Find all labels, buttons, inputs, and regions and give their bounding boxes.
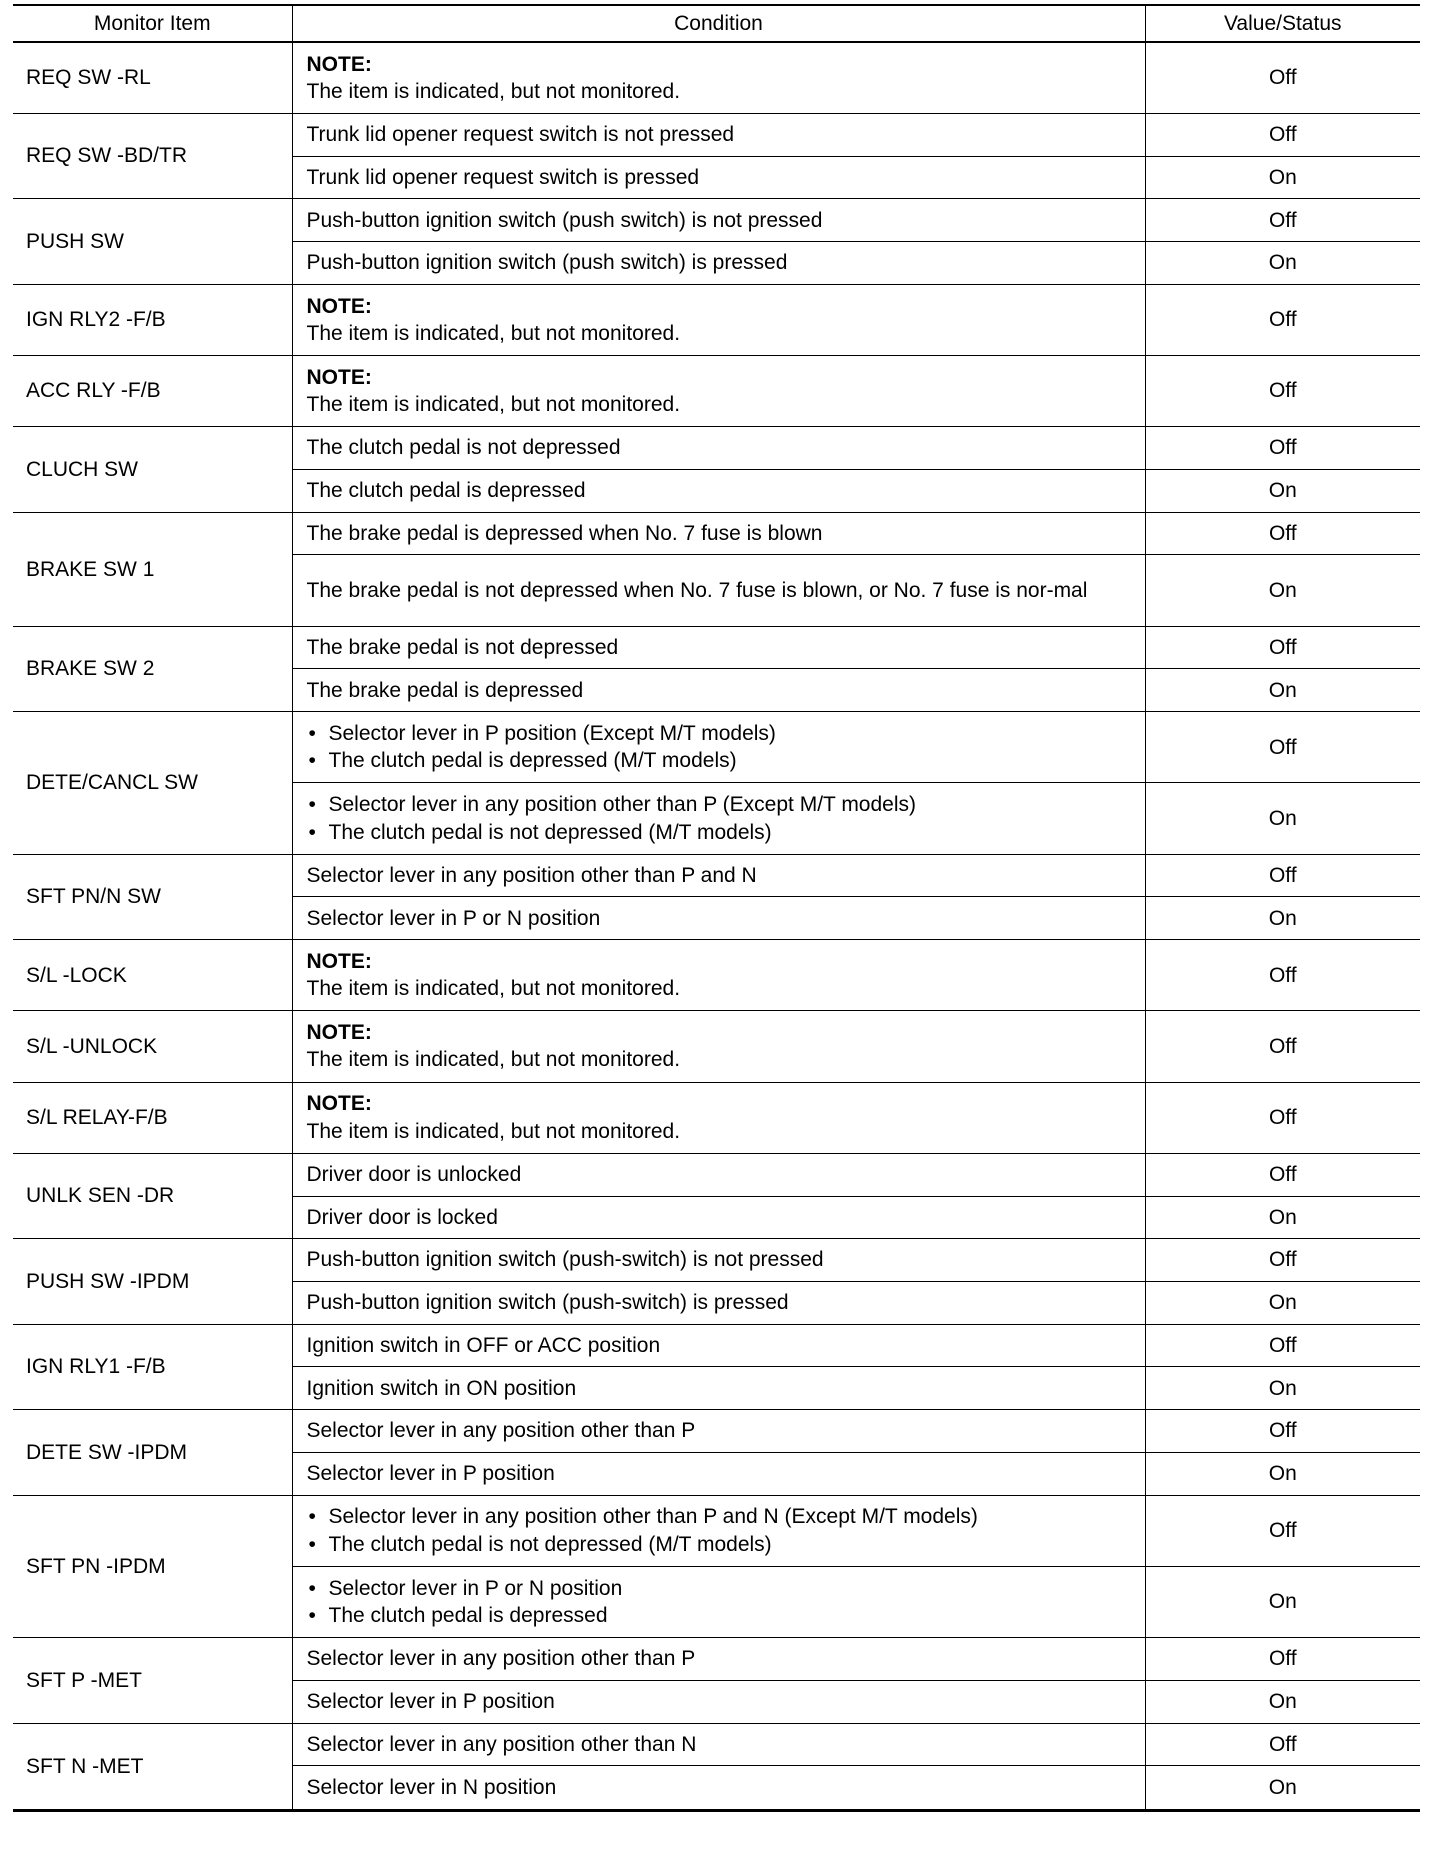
bullet-item: • The clutch pedal is not depressed (M/T models) [307, 1531, 1131, 1558]
header-monitor-item: Monitor Item [13, 6, 292, 42]
table-row [13, 1495, 1420, 1566]
value-status-cell: On [1145, 1766, 1420, 1809]
condition-cell [292, 1566, 1145, 1637]
condition-cell [292, 356, 1145, 427]
value-status-cell: On [1145, 1452, 1420, 1495]
note-text: The item is indicated, but not monitored. [306, 1048, 681, 1072]
table-row [13, 1324, 1420, 1367]
header-condition: Condition [292, 6, 1145, 42]
bullet-item: • Selector lever in any position other than P (Except M/T models) [307, 791, 1131, 818]
value-status-cell: Off [1145, 940, 1420, 1011]
value-status-cell: Off [1145, 284, 1420, 355]
monitor-item-cell: DETE/CANCL SW [13, 712, 292, 854]
value-status-cell: On [1145, 555, 1420, 626]
condition-cell: Trunk lid opener request switch is not pressed [292, 113, 1145, 156]
header-row [13, 6, 1420, 42]
condition-cell: Selector lever in P position [292, 1680, 1145, 1723]
table-row [13, 1153, 1420, 1196]
condition-cell [292, 1082, 1145, 1153]
condition-cell: Driver door is locked [292, 1196, 1145, 1239]
condition-cell: Push-button ignition switch (push-switch) is pressed [292, 1282, 1145, 1325]
value-status-cell: Off [1145, 1410, 1420, 1453]
table-row [13, 199, 1420, 242]
note-label: NOTE: [306, 52, 372, 76]
bullet-item: • The clutch pedal is not depressed (M/T models) [307, 819, 1131, 846]
value-status-cell: Off [1145, 1082, 1420, 1153]
condition-cell: Selector lever in P or N position [292, 897, 1145, 940]
condition-cell: The clutch pedal is depressed [292, 469, 1145, 512]
note-text: The item is indicated, but not monitored. [306, 393, 681, 417]
condition-cell: Push-button ignition switch (push switch) is not pressed [292, 199, 1145, 242]
bullet-item: • The clutch pedal is depressed (M/T models) [307, 747, 1131, 774]
value-status-cell: Off [1145, 1324, 1420, 1367]
value-status-cell: Off [1145, 854, 1420, 897]
table-row [13, 284, 1420, 355]
monitor-item-cell: IGN RLY2 -F/B [13, 284, 292, 355]
note-label: NOTE: [306, 949, 372, 973]
value-status-cell: On [1145, 1367, 1420, 1410]
value-status-cell: On [1145, 242, 1420, 285]
monitor-item-cell: REQ SW -RL [13, 42, 292, 113]
monitor-item-cell: PUSH SW -IPDM [13, 1239, 292, 1324]
note-text: The item is indicated, but not monitored. [306, 977, 681, 1001]
monitor-item-cell: SFT P -MET [13, 1638, 292, 1723]
table-row [13, 1011, 1420, 1082]
condition-cell [292, 284, 1145, 355]
condition-cell: Selector lever in any position other than P [292, 1410, 1145, 1453]
value-status-cell: Off [1145, 1153, 1420, 1196]
monitor-item-cell: SFT PN -IPDM [13, 1495, 292, 1637]
value-status-cell: Off [1145, 199, 1420, 242]
note-label: NOTE: [306, 1021, 372, 1045]
condition-cell: Ignition switch in ON position [292, 1367, 1145, 1410]
value-status-cell: On [1145, 1566, 1420, 1637]
value-status-cell: Off [1145, 427, 1420, 470]
note-text: The item is indicated, but not monitored. [306, 1119, 681, 1143]
condition-cell [292, 783, 1145, 854]
table-row [13, 427, 1420, 470]
monitor-item-cell: ACC RLY -F/B [13, 356, 292, 427]
value-status-cell: Off [1145, 512, 1420, 555]
value-status-cell: On [1145, 469, 1420, 512]
condition-cell [292, 940, 1145, 1011]
condition-cell: Selector lever in any position other than P and N [292, 854, 1145, 897]
value-status-cell: Off [1145, 1723, 1420, 1766]
table-row [13, 1410, 1420, 1453]
value-status-cell: Off [1145, 712, 1420, 783]
monitor-item-cell: S/L -LOCK [13, 940, 292, 1011]
bullet-item: • Selector lever in P or N position [307, 1575, 1131, 1602]
note-label: NOTE: [306, 365, 372, 389]
value-status-cell: Off [1145, 113, 1420, 156]
monitor-item-cell: DETE SW -IPDM [13, 1410, 292, 1495]
monitor-item-cell: REQ SW -BD/TR [13, 113, 292, 198]
value-status-cell: On [1145, 669, 1420, 712]
note-label: NOTE: [306, 1092, 372, 1116]
value-status-cell: Off [1145, 1011, 1420, 1082]
monitor-item-cell: CLUCH SW [13, 427, 292, 512]
header-value-status: Value/Status [1145, 6, 1420, 42]
condition-cell: The brake pedal is depressed [292, 669, 1145, 712]
value-status-cell: Off [1145, 42, 1420, 113]
table-row [13, 626, 1420, 669]
table-row [13, 854, 1420, 897]
table-row [13, 1239, 1420, 1282]
table-row [13, 113, 1420, 156]
note-text: The item is indicated, but not monitored. [306, 79, 681, 103]
monitor-item-cell: SFT N -MET [13, 1723, 292, 1809]
condition-cell: The brake pedal is not depressed [292, 626, 1145, 669]
condition-cell: The brake pedal is depressed when No. 7 fuse is blown [292, 512, 1145, 555]
note-text: The item is indicated, but not monitored. [306, 321, 681, 345]
value-status-cell: Off [1145, 1239, 1420, 1282]
table-row [13, 712, 1420, 783]
table-row [13, 356, 1420, 427]
condition-cell [292, 42, 1145, 113]
value-status-cell: On [1145, 1680, 1420, 1723]
monitor-item-cell: IGN RLY1 -F/B [13, 1324, 292, 1409]
condition-cell: Selector lever in any position other than N [292, 1723, 1145, 1766]
condition-cell: Push-button ignition switch (push switch) is pressed [292, 242, 1145, 285]
table-row [13, 42, 1420, 113]
monitor-item-table [13, 6, 1420, 1809]
value-status-cell: Off [1145, 626, 1420, 669]
monitor-item-cell: UNLK SEN -DR [13, 1153, 292, 1238]
condition-cell: Selector lever in N position [292, 1766, 1145, 1809]
monitor-item-cell: PUSH SW [13, 199, 292, 284]
monitor-item-cell: BRAKE SW 1 [13, 512, 292, 626]
condition-cell [292, 1011, 1145, 1082]
condition-cell: Ignition switch in OFF or ACC position [292, 1324, 1145, 1367]
value-status-cell: On [1145, 1282, 1420, 1325]
table-row [13, 940, 1420, 1011]
monitor-item-cell: BRAKE SW 2 [13, 626, 292, 711]
value-status-cell: Off [1145, 356, 1420, 427]
value-status-cell: Off [1145, 1638, 1420, 1681]
table-body [13, 42, 1420, 1809]
table-row [13, 512, 1420, 555]
condition-cell: Driver door is unlocked [292, 1153, 1145, 1196]
value-status-cell: Off [1145, 1495, 1420, 1566]
value-status-cell: On [1145, 1196, 1420, 1239]
condition-cell [292, 712, 1145, 783]
monitor-item-cell: S/L RELAY-F/B [13, 1082, 292, 1153]
condition-cell: Trunk lid opener request switch is pressed [292, 156, 1145, 199]
condition-cell [292, 1495, 1145, 1566]
bullet-item: • Selector lever in P position (Except M/T models) [307, 720, 1131, 747]
table-row [13, 1638, 1420, 1681]
monitor-item-cell: S/L -UNLOCK [13, 1011, 292, 1082]
monitor-item-cell: SFT PN/N SW [13, 854, 292, 939]
condition-cell: The brake pedal is not depressed when No. 7 fuse is blown, or No. 7 fuse is nor-mal [292, 555, 1145, 626]
bullet-item: • Selector lever in any position other than P and N (Except M/T models) [307, 1503, 1131, 1530]
condition-cell: Push-button ignition switch (push-switch) is not pressed [292, 1239, 1145, 1282]
value-status-cell: On [1145, 156, 1420, 199]
table-row [13, 1082, 1420, 1153]
value-status-cell: On [1145, 897, 1420, 940]
note-label: NOTE: [306, 294, 372, 318]
bullet-item: • The clutch pedal is depressed [307, 1602, 1131, 1629]
monitor-item-table-sheet [13, 4, 1420, 1812]
condition-cell: Selector lever in any position other than P [292, 1638, 1145, 1681]
value-status-cell: On [1145, 783, 1420, 854]
table-row [13, 1723, 1420, 1766]
condition-cell: Selector lever in P position [292, 1452, 1145, 1495]
condition-cell: The clutch pedal is not depressed [292, 427, 1145, 470]
